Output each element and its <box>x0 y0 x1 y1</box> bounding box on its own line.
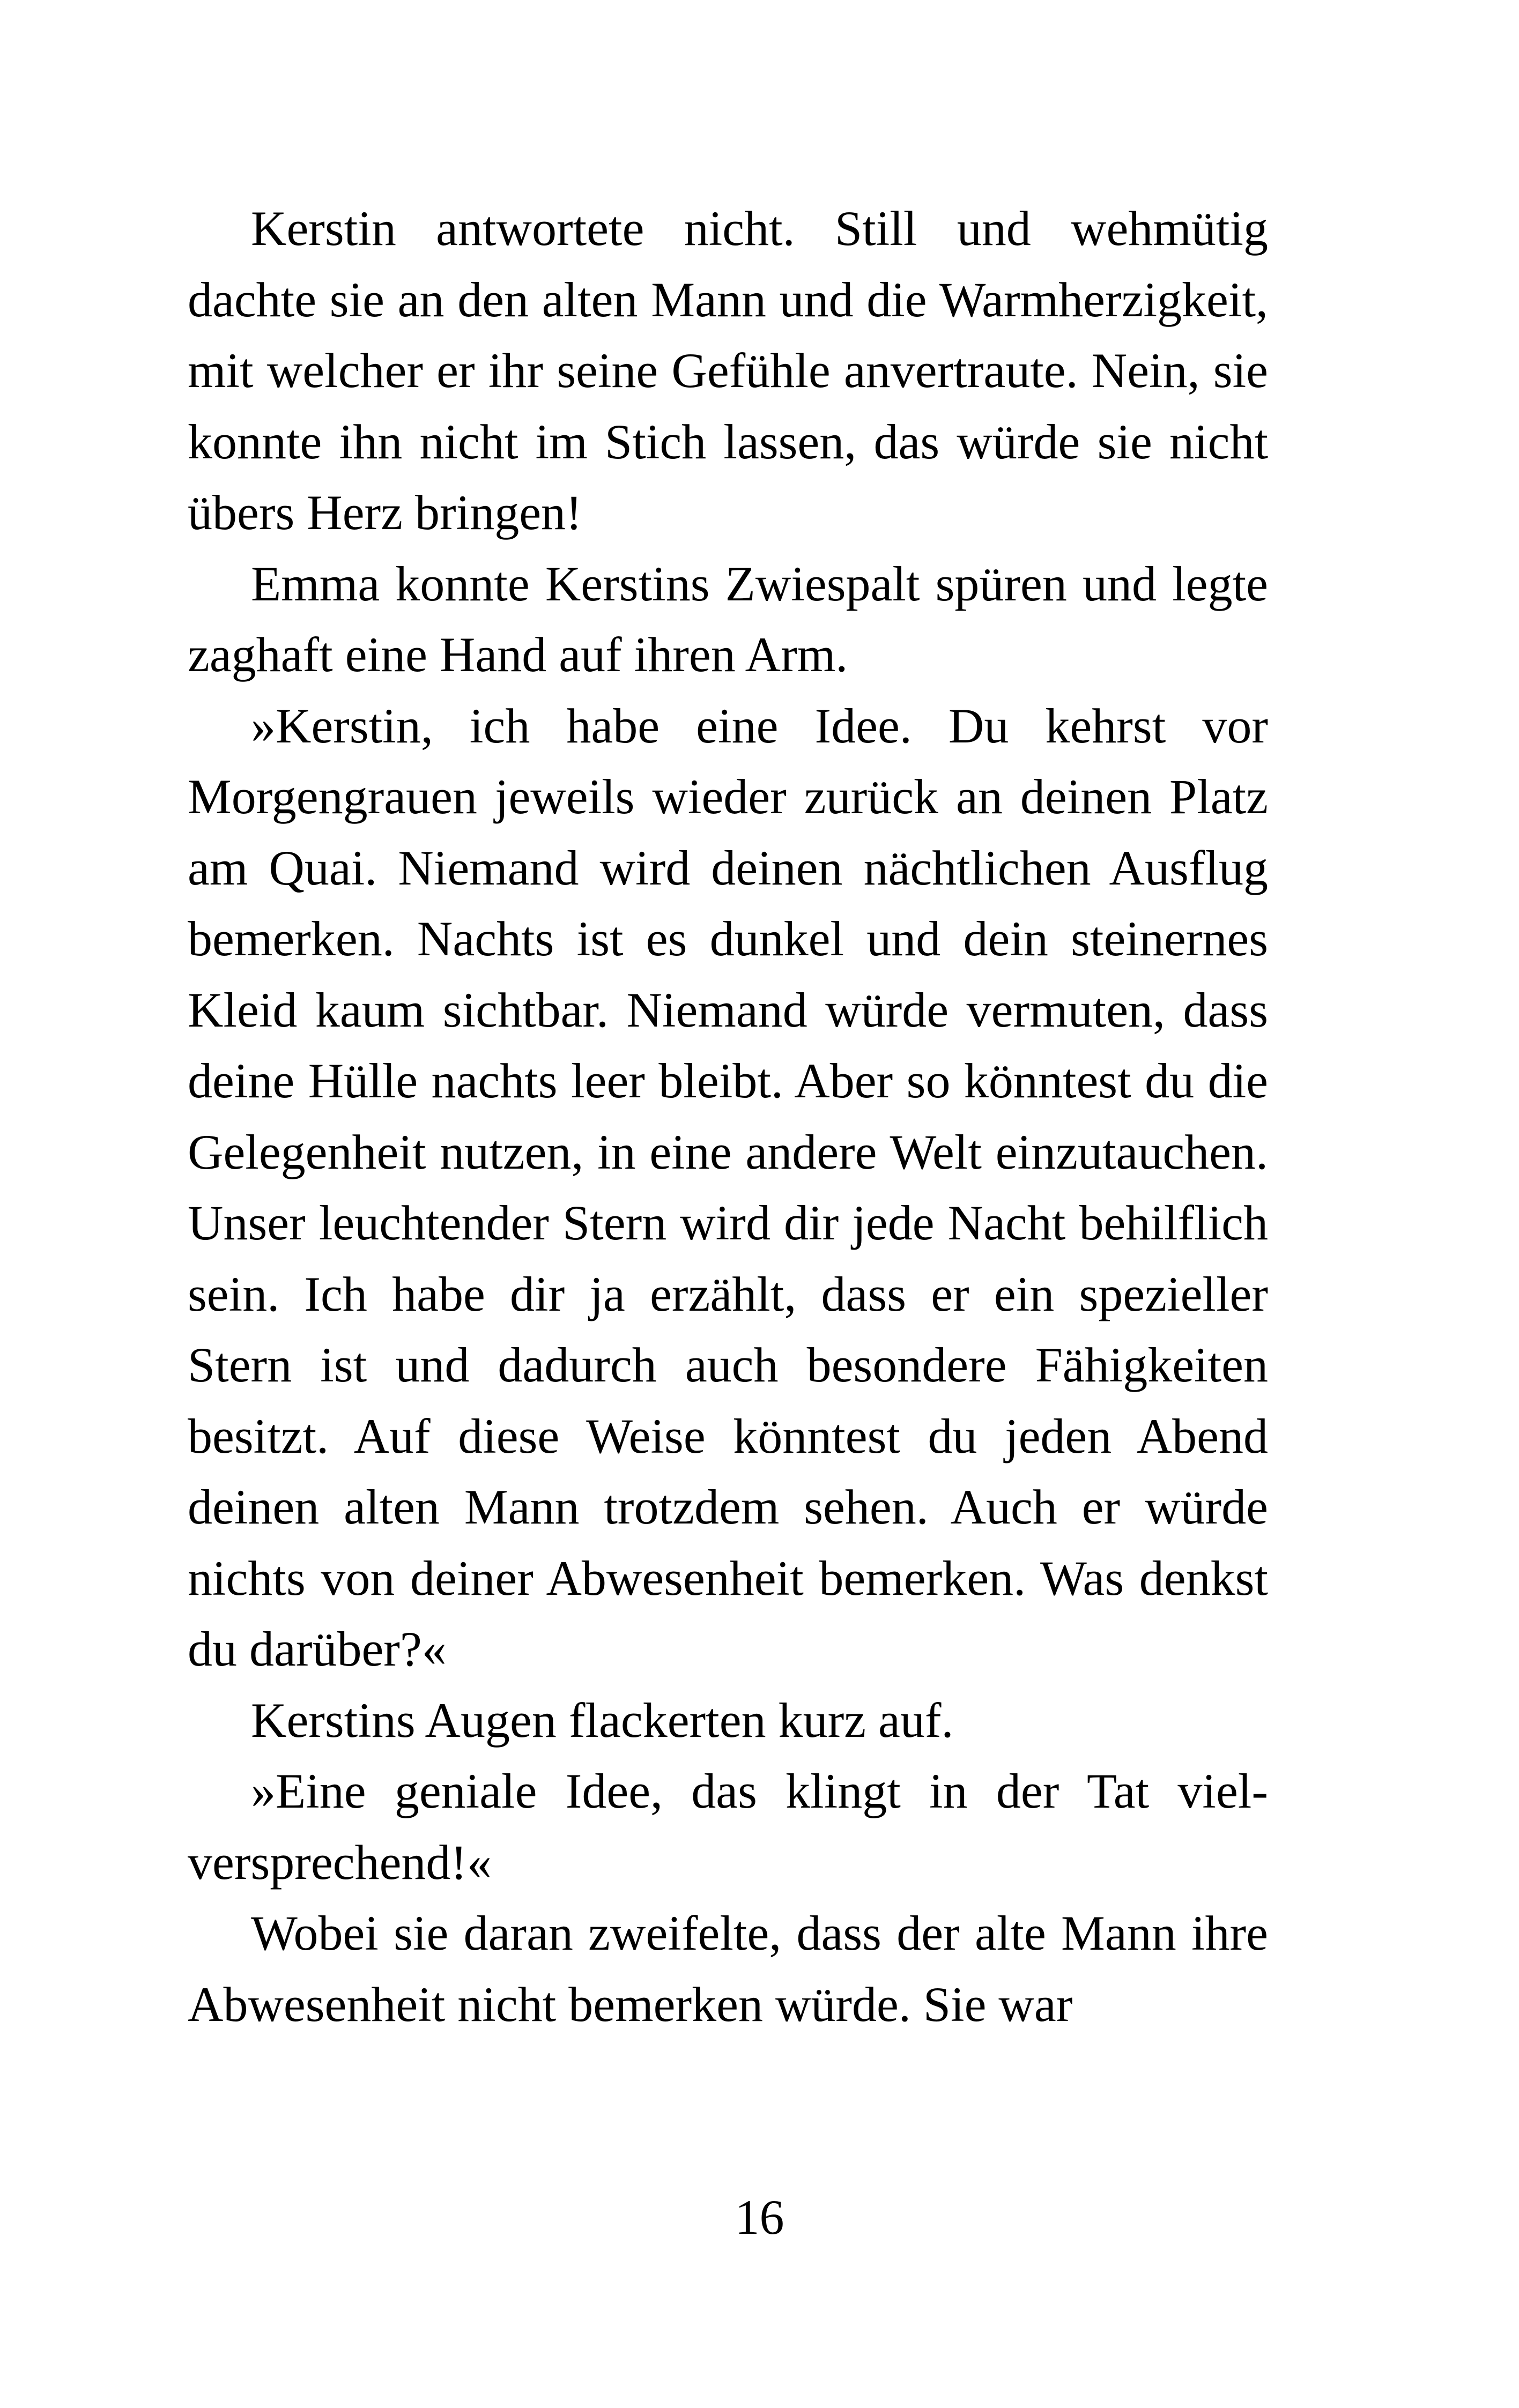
paragraph-4: Kerstins Augen flackerten kurz auf. <box>251 1692 954 1748</box>
body-text <box>188 193 1268 2040</box>
page-number: 16 <box>735 2190 784 2245</box>
paragraph-2: Emma konnte Kerstins Zwiespalt spüren und legte zaghaft eine Hand auf ihren Arm. <box>188 556 1268 682</box>
paragraph-3: »Kerstin, ich habe eine Idee. Du kehrst vor Morgengrauen jeweils wieder zurück an deinen Platz am Quai. Niemand wird deinen nächtlichen Ausflug bemerken. Nachts ist es dunkel und dein steinernes Kleid kaum sichtbar. Niemand würde vermuten, dass deine Hülle nachts leer bleibt. Aber so könntest du die Gelegenheit nutzen, in eine andere Welt einzutauchen. Unser leuchtender Stern wird dir jede Nacht behilflich sein. Ich habe dir ja erzählt, dass er ein spezieller Stern ist und dadurch auch besondere Fähigkeiten besitzt. Auf diese Weise könntest du jeden Abend deinen alten Mann trotzdem sehen. Auch er würde nichts von deiner Abwesenheit bemerken. Was denkst du darüber?« <box>188 698 1268 1676</box>
paragraph-6: Wobei sie daran zweifelte, dass der alte Mann ihre Abwesenheit nicht bemerken würde. Sie war <box>188 1906 1268 2032</box>
paragraph-1: Kerstin antwortete nicht. Still und wehmütig dachte sie an den alten Mann und die Warmherzigkeit, mit welcher er ihr seine Gefühle anvertraute. Nein, sie konnte ihn nicht im Stich lassen, das würde sie nicht übers Herz bringen! <box>188 201 1268 540</box>
paragraph-5: »Eine geniale Idee, das klingt in der Tat vielversprechend!« <box>188 1764 1268 1890</box>
